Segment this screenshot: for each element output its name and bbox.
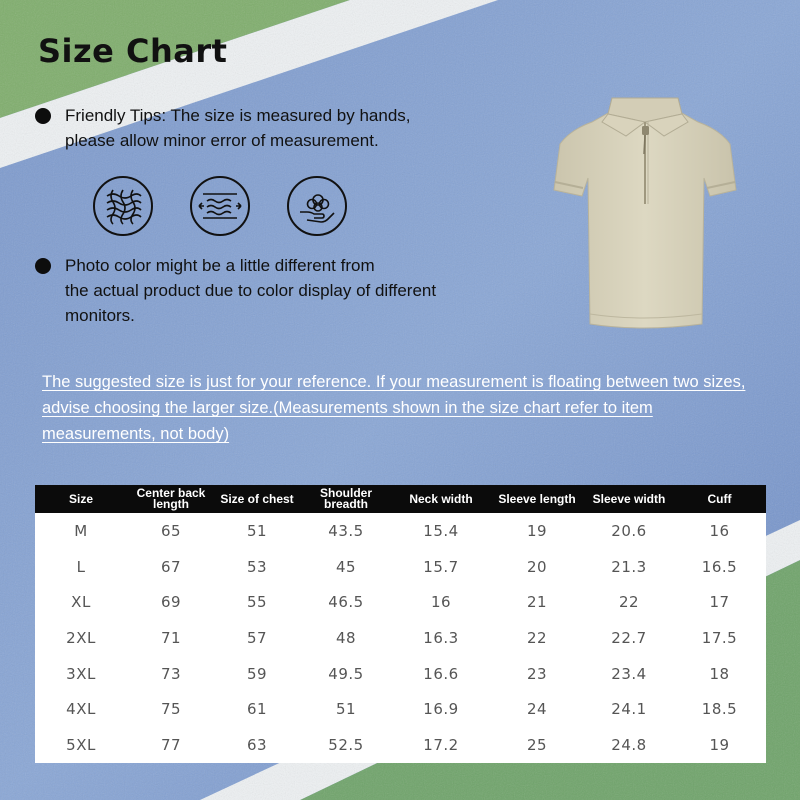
header-sleeve-width: Sleeve width bbox=[585, 485, 673, 513]
cell-size-of-chest: 51 bbox=[215, 513, 299, 549]
header-size: Size bbox=[35, 485, 127, 513]
cell-sleeve-length: 23 bbox=[489, 656, 585, 692]
cell-cuff: 17.5 bbox=[673, 620, 766, 656]
size-table bbox=[35, 485, 766, 763]
cell-shoulder-breadth: 51 bbox=[299, 691, 393, 727]
cell-sleeve-width: 20.6 bbox=[585, 513, 673, 549]
cell-shoulder-breadth: 45 bbox=[299, 549, 393, 585]
cell-sleeve-length: 24 bbox=[489, 691, 585, 727]
cell-sleeve-length: 25 bbox=[489, 727, 585, 763]
cell-cuff: 16.5 bbox=[673, 549, 766, 585]
cell-size: 4XL bbox=[35, 691, 127, 727]
cell-size: 3XL bbox=[35, 656, 127, 692]
cell-sleeve-width: 24.1 bbox=[585, 691, 673, 727]
header-neck-width: Neck width bbox=[393, 485, 489, 513]
table-row bbox=[35, 691, 766, 727]
table-row bbox=[35, 513, 766, 549]
cell-center-back-length: 75 bbox=[127, 691, 215, 727]
cell-size: 5XL bbox=[35, 727, 127, 763]
cell-size-of-chest: 61 bbox=[215, 691, 299, 727]
cell-shoulder-breadth: 46.5 bbox=[299, 584, 393, 620]
cell-center-back-length: 65 bbox=[127, 513, 215, 549]
cell-sleeve-length: 22 bbox=[489, 620, 585, 656]
header-center-back-length: Center back length bbox=[127, 485, 215, 513]
cell-center-back-length: 73 bbox=[127, 656, 215, 692]
cell-sleeve-width: 24.8 bbox=[585, 727, 673, 763]
friendly-tip-text: Friendly Tips: The size is measured by hands, please allow minor error of measurement. bbox=[65, 106, 411, 150]
cell-neck-width: 15.4 bbox=[393, 513, 489, 549]
cell-neck-width: 16.6 bbox=[393, 656, 489, 692]
header-cuff: Cuff bbox=[673, 485, 766, 513]
cell-cuff: 19 bbox=[673, 727, 766, 763]
cell-size-of-chest: 63 bbox=[215, 727, 299, 763]
cell-neck-width: 16 bbox=[393, 584, 489, 620]
cell-neck-width: 16.9 bbox=[393, 691, 489, 727]
soft-cotton-hand-icon bbox=[287, 176, 347, 236]
cell-size-of-chest: 59 bbox=[215, 656, 299, 692]
cell-center-back-length: 77 bbox=[127, 727, 215, 763]
cell-center-back-length: 67 bbox=[127, 549, 215, 585]
cell-cuff: 16 bbox=[673, 513, 766, 549]
cell-size: L bbox=[35, 549, 127, 585]
table-row bbox=[35, 620, 766, 656]
cell-size: M bbox=[35, 513, 127, 549]
cell-cuff: 18.5 bbox=[673, 691, 766, 727]
page-title: Size Chart bbox=[38, 32, 228, 70]
cell-neck-width: 16.3 bbox=[393, 620, 489, 656]
cell-shoulder-breadth: 43.5 bbox=[299, 513, 393, 549]
bullet-icon bbox=[35, 108, 51, 124]
cell-sleeve-length: 21 bbox=[489, 584, 585, 620]
photo-color-tip-text: Photo color might be a little different from the actual product due to color display of different monitors. bbox=[65, 256, 437, 325]
fabric-mesh-icon bbox=[93, 176, 153, 236]
table-row bbox=[35, 727, 766, 763]
cell-size: XL bbox=[35, 584, 127, 620]
cell-size: 2XL bbox=[35, 620, 127, 656]
cell-size-of-chest: 53 bbox=[215, 549, 299, 585]
size-suggestion-note: The suggested size is just for your reference. If your measurement is floating between two sizes, advise choosing the larger size.(Measurements shown in the size chart refer to item measurements, not body) bbox=[42, 373, 746, 443]
stretch-waves-icon bbox=[190, 176, 250, 236]
header-sleeve-length: Sleeve length bbox=[489, 485, 585, 513]
cell-size-of-chest: 57 bbox=[215, 620, 299, 656]
cell-sleeve-width: 22 bbox=[585, 584, 673, 620]
cell-shoulder-breadth: 49.5 bbox=[299, 656, 393, 692]
bullet-icon bbox=[35, 258, 51, 274]
header-size-of-chest: Size of chest bbox=[215, 485, 299, 513]
cell-neck-width: 15.7 bbox=[393, 549, 489, 585]
cell-sleeve-width: 23.4 bbox=[585, 656, 673, 692]
table-header-row bbox=[35, 485, 766, 513]
table-row bbox=[35, 656, 766, 692]
polo-shirt-image bbox=[552, 92, 738, 332]
cell-center-back-length: 69 bbox=[127, 584, 215, 620]
header-shoulder-breadth: Shoulder breadth bbox=[299, 485, 393, 513]
cell-size-of-chest: 55 bbox=[215, 584, 299, 620]
cell-sleeve-length: 20 bbox=[489, 549, 585, 585]
cell-sleeve-width: 21.3 bbox=[585, 549, 673, 585]
cell-shoulder-breadth: 48 bbox=[299, 620, 393, 656]
cell-cuff: 18 bbox=[673, 656, 766, 692]
cell-center-back-length: 71 bbox=[127, 620, 215, 656]
cell-cuff: 17 bbox=[673, 584, 766, 620]
table-row bbox=[35, 584, 766, 620]
cell-sleeve-width: 22.7 bbox=[585, 620, 673, 656]
cell-sleeve-length: 19 bbox=[489, 513, 585, 549]
cell-neck-width: 17.2 bbox=[393, 727, 489, 763]
cell-shoulder-breadth: 52.5 bbox=[299, 727, 393, 763]
table-row bbox=[35, 549, 766, 585]
